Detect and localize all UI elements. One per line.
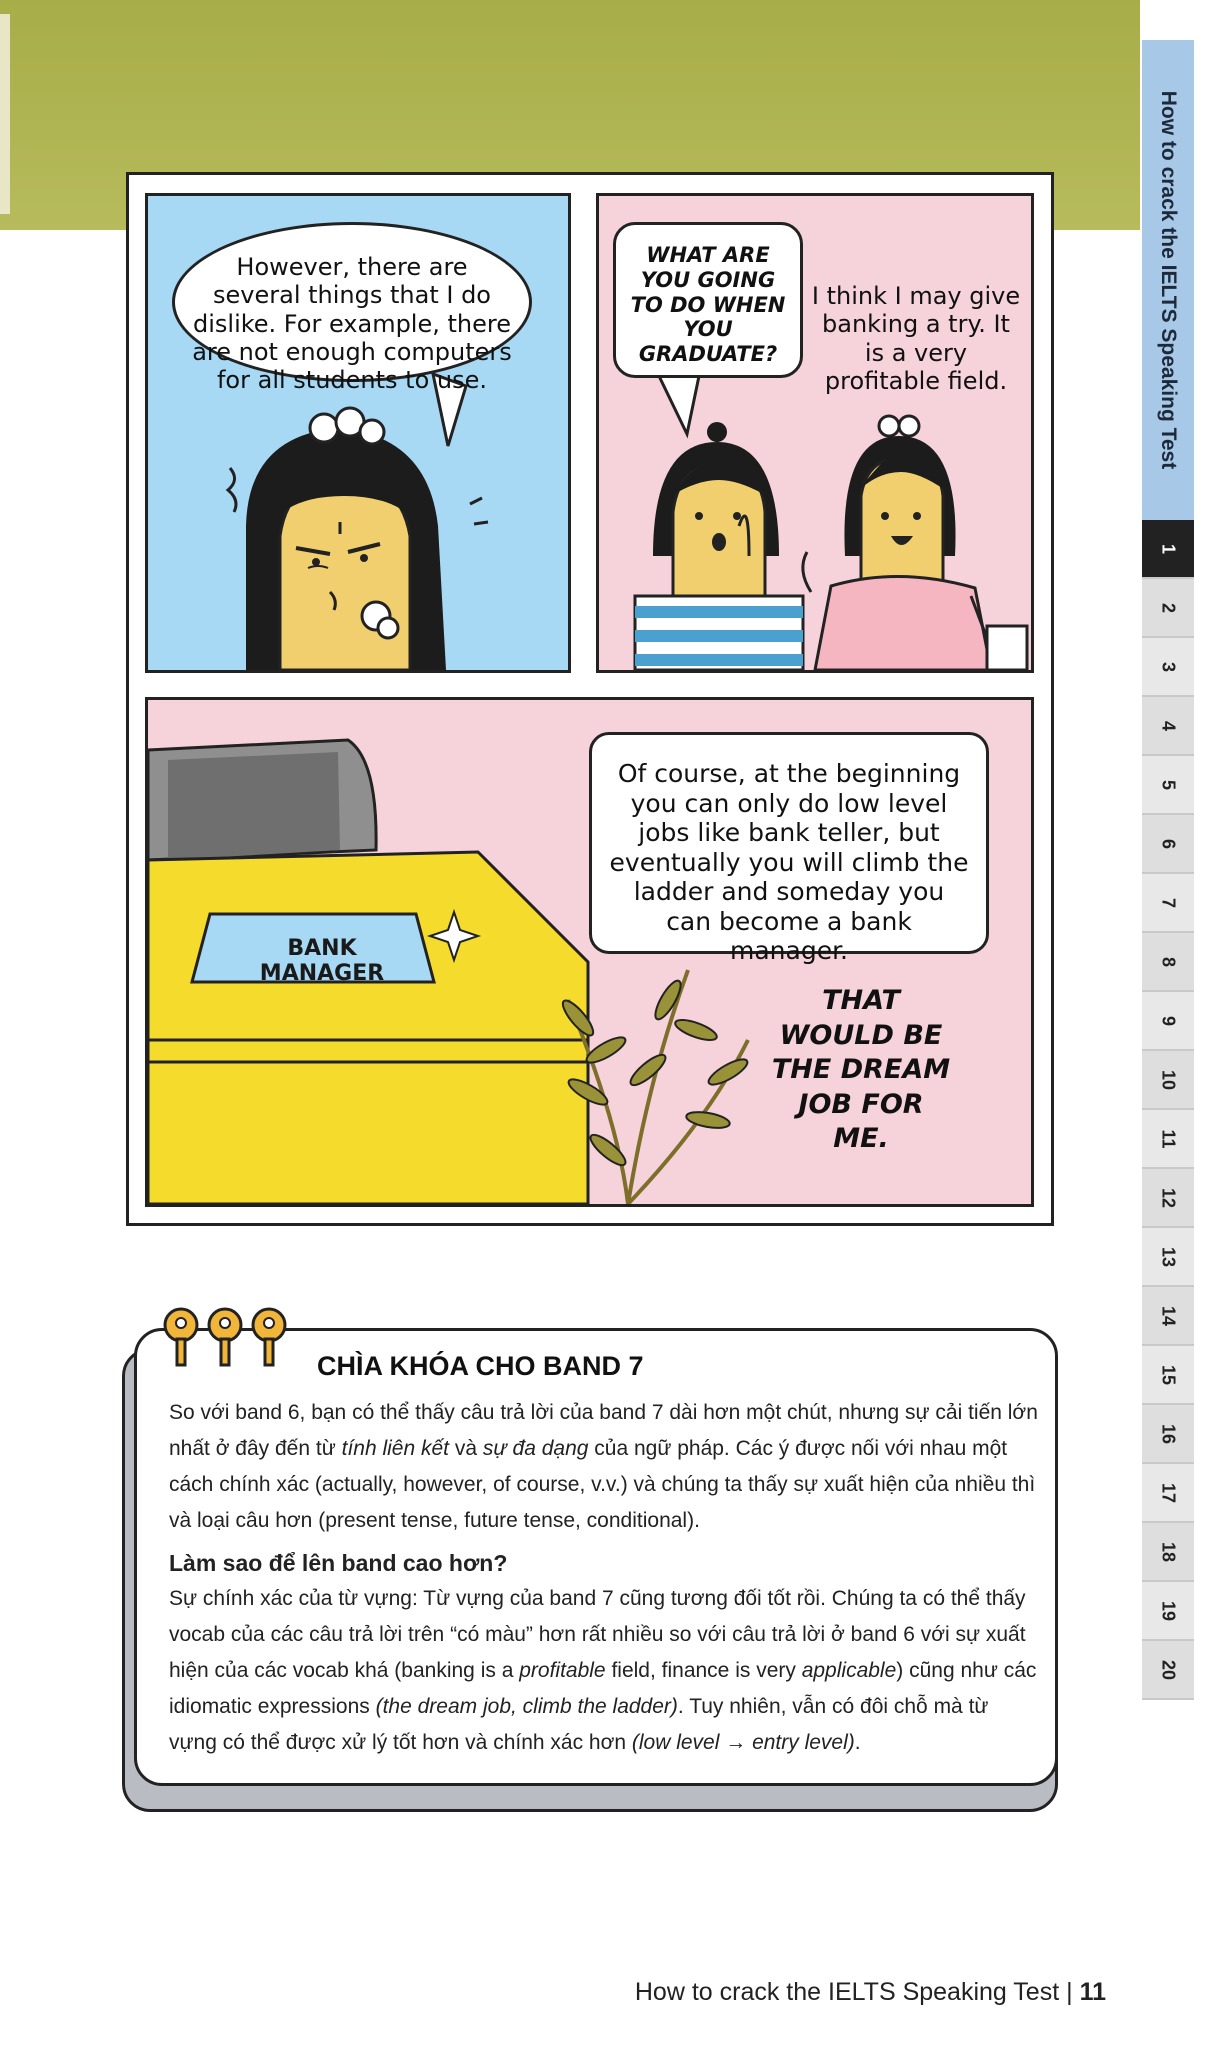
chapter-tabs [1142, 520, 1194, 1700]
paragraph-1 [169, 1395, 1039, 1539]
side-tab-title: How to crack the IELTS Speaking Test [1157, 90, 1180, 470]
comic-panel-3 [145, 697, 1034, 1207]
speech-bubble-3: Of course, at the beginning you can only do low level jobs like bank teller, but eventually you will climb the ladder and someday you can become a bank manager. [589, 732, 989, 954]
chapter-tab-9[interactable] [1142, 992, 1194, 1051]
chapter-tab-label: 13 [1158, 1246, 1179, 1267]
text: So với band 6, bạn có thể thấy câu trả lời của band 7 dài hơn một chút, nhưng sự cải tiến lớn nhất ở đây đến từ [169, 1401, 1038, 1460]
chapter-tab-17[interactable] [1142, 1464, 1194, 1523]
chapter-tab-12[interactable] [1142, 1169, 1194, 1228]
chapter-tab-14[interactable] [1142, 1287, 1194, 1346]
chapter-tab-label: 9 [1158, 1015, 1179, 1026]
chapter-tab-label: 17 [1158, 1482, 1179, 1503]
chapter-tab-label: 11 [1158, 1128, 1179, 1149]
chapter-tab-label: 16 [1158, 1423, 1179, 1444]
chapter-tab-label: 5 [1158, 779, 1179, 790]
paragraph-2 [169, 1581, 1039, 1761]
page-footer [635, 1978, 1106, 2007]
chapter-tab-18[interactable] [1142, 1523, 1194, 1582]
chapter-tab-4[interactable] [1142, 697, 1194, 756]
box-subtitle: Làm sao để lên band cao hơn? [169, 1550, 508, 1576]
emphasis: applicable [801, 1659, 897, 1682]
chapter-tab-8[interactable] [1142, 933, 1194, 992]
text: . [854, 1731, 861, 1754]
text: Sự chính xác của từ vựng: Từ vựng của band 7 cũng tương đối tốt rồi. Chúng ta có thể thấy vocab của các câu trả lời trên “có màu” hơn rất nhiều so với câu trả lời ở band 6 với sự xuất hiện của các vocab khá (banking is a [169, 1587, 1026, 1682]
chapter-tab-label: 20 [1158, 1659, 1179, 1680]
emphasis: (the dream job, climb the ladder) [375, 1695, 678, 1718]
box-body [169, 1395, 1039, 1761]
keys-icon [159, 1301, 309, 1371]
chapter-tab-label: 19 [1158, 1600, 1179, 1621]
text: ) cũng như các idiomatic expressions [169, 1659, 1037, 1718]
chapter-tab-label: 8 [1158, 956, 1179, 967]
chapter-tab-10[interactable] [1142, 1051, 1194, 1110]
text: của ngữ pháp. Các ý được nối với nhau một cách chính xác (actually, however, of course, v.v.) và chúng ta thấy sự xuất hiện của nhiều thì và loại câu hơn (present tense, future tense, conditional). [169, 1437, 1036, 1532]
chapter-tab-13[interactable] [1142, 1228, 1194, 1287]
chapter-tab-label: 14 [1158, 1305, 1179, 1326]
chapter-tab-1[interactable] [1142, 520, 1194, 579]
chapter-tab-label: 15 [1158, 1364, 1179, 1385]
bank-manager-sign: BANK MANAGER [259, 936, 385, 986]
page-number: 11 [1079, 1978, 1106, 2006]
chapter-tab-20[interactable] [1142, 1641, 1194, 1700]
comic-panel-2 [596, 193, 1034, 673]
emphasis: sự đa dạng [482, 1437, 589, 1460]
dream-job-caption: THAT WOULD BE THE DREAM JOB FOR ME. [771, 985, 951, 1155]
emphasis: (low level → entry level) [631, 1731, 855, 1754]
chapter-tab-label: 4 [1158, 720, 1179, 731]
text: và [449, 1437, 483, 1460]
chapter-tab-label: 3 [1158, 661, 1179, 672]
emphasis: profitable [519, 1659, 606, 1682]
chapter-tab-19[interactable] [1142, 1582, 1194, 1641]
chapter-tab-16[interactable] [1142, 1405, 1194, 1464]
text: field, finance is very [605, 1659, 802, 1682]
band7-key-box [126, 1328, 1056, 1806]
chapter-tab-5[interactable] [1142, 756, 1194, 815]
speech-bubble-question: WHAT ARE YOU GOING TO DO WHEN YOU GRADUATE? [613, 222, 803, 378]
chapter-tab-label: 7 [1158, 897, 1179, 908]
chapter-tab-15[interactable] [1142, 1346, 1194, 1405]
chapter-tab-11[interactable] [1142, 1110, 1194, 1169]
speech-bubble-1: However, there are several things that I do dislike. For example, there are not enough computers for all students to use. [172, 222, 532, 382]
chapter-tab-label: 10 [1158, 1069, 1179, 1090]
comic-panel-1 [145, 193, 571, 673]
chapter-tab-label: 6 [1158, 838, 1179, 849]
comic-strip [126, 172, 1054, 1226]
chapter-tab-label: 2 [1158, 602, 1179, 613]
footer-book-title: How to crack the IELTS Speaking Test [634, 1978, 1060, 2006]
box-title: CHÌA KHÓA CHO BAND 7 [317, 1351, 644, 1381]
chapter-tab-2[interactable] [1142, 579, 1194, 638]
chapter-tab-3[interactable] [1142, 638, 1194, 697]
footer-separator: | [1066, 1978, 1073, 2006]
chapter-tab-7[interactable] [1142, 874, 1194, 933]
text: . Tuy nhiên, vẫn có đôi chỗ mà từ vựng có thể được xử lý tốt hơn và chính xác hơn [169, 1695, 989, 1754]
box-card [134, 1328, 1058, 1786]
chapter-tab-label: 12 [1158, 1187, 1179, 1208]
speech-answer: I think I may give banking a try. It is a very profitable field. [811, 282, 1021, 395]
chapter-tab-6[interactable] [1142, 815, 1194, 874]
chapter-tab-label: 18 [1158, 1541, 1179, 1562]
chapter-tab-label: 1 [1158, 543, 1179, 554]
emphasis: tính liên kết [341, 1437, 450, 1460]
side-tab [1142, 40, 1194, 520]
